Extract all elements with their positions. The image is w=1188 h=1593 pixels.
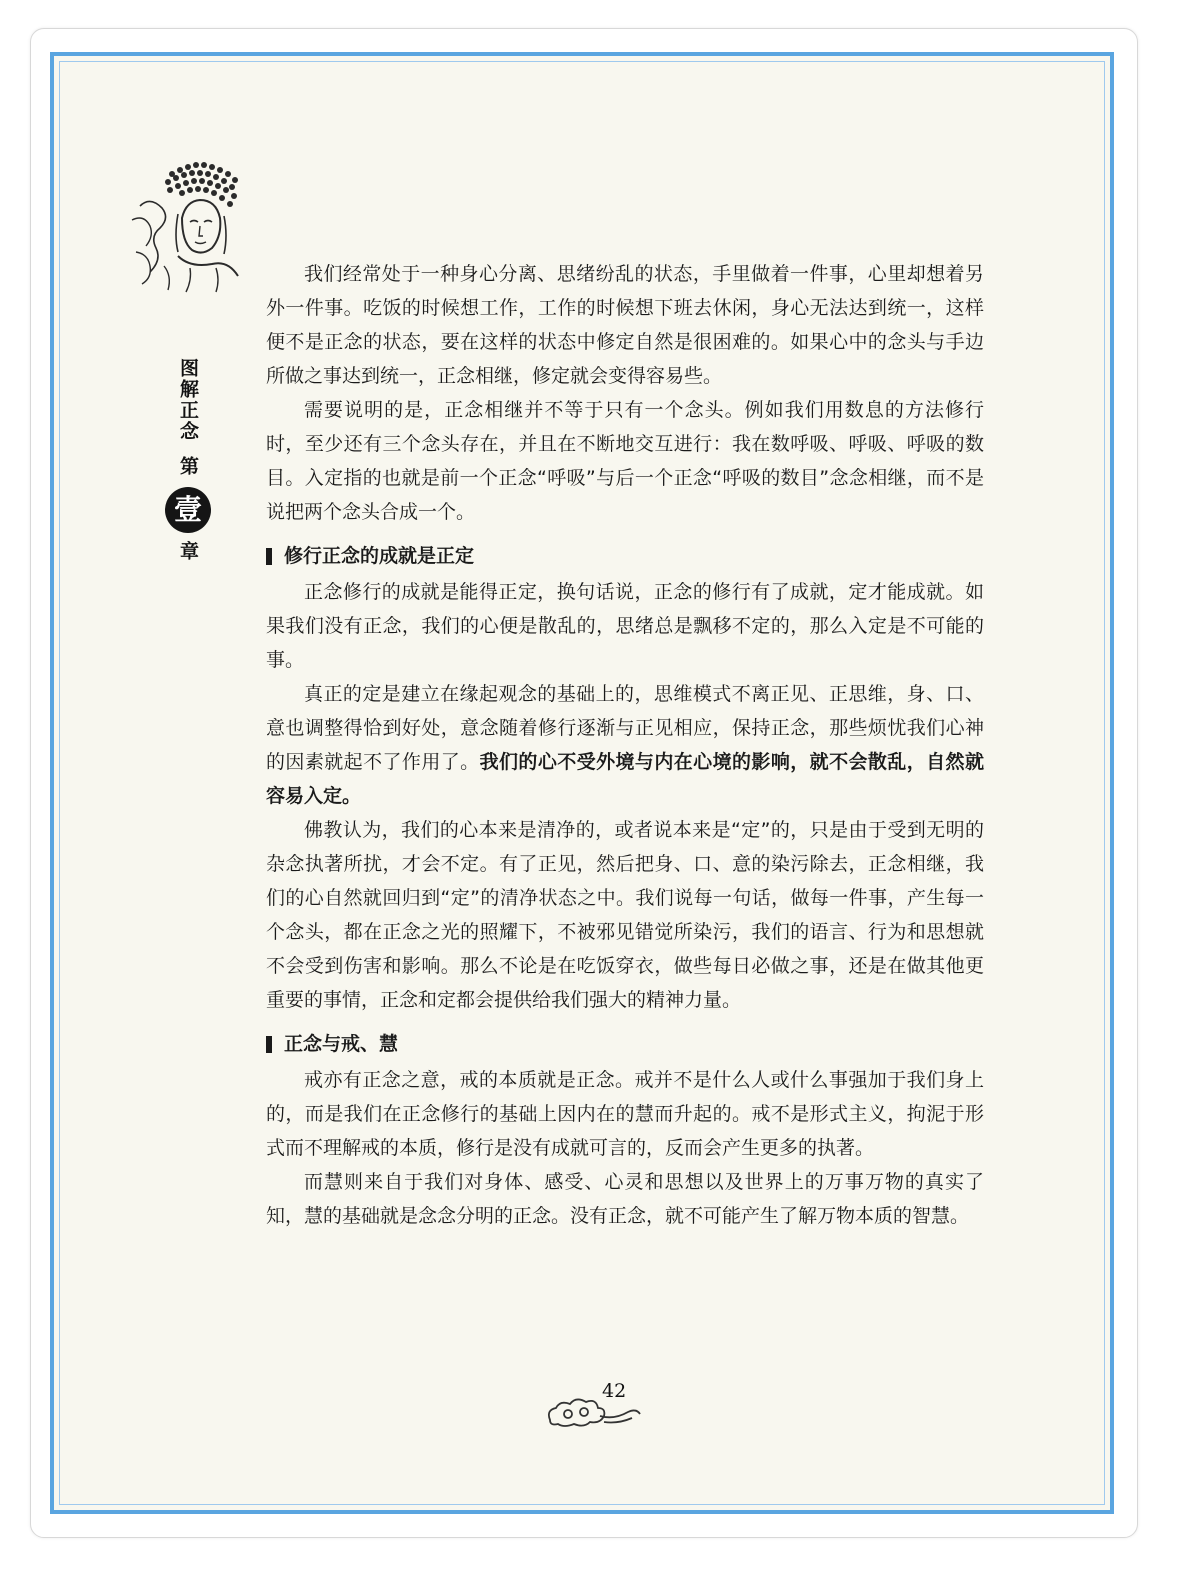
page-footer	[544, 1376, 654, 1436]
chapter-number-badge: 壹	[165, 487, 211, 533]
section-heading-text: 修行正念的成就是正定	[284, 545, 475, 567]
chapter-prefix: 第	[177, 456, 199, 477]
chapter-suffix: 章	[177, 541, 199, 562]
heading-marker	[266, 1036, 272, 1053]
book-page	[50, 52, 1114, 1514]
paragraph: 而慧则来自于我们对身体、感受、心灵和思想以及世界上的万事万物的真实了知，慧的基础就是念念分明的正念。没有正念，就不可能产生了解万物本质的智慧。	[266, 1171, 984, 1227]
section-heading-text: 正念与戒、慧	[284, 1033, 399, 1055]
heading-marker	[266, 548, 272, 565]
emphasis-text: 我们的心不受外境与内在心境的影响，就不会散乱，自然就容易入定。	[266, 751, 984, 807]
paragraph: 佛教认为，我们的心本来是清净的，或者说本来是“定”的，只是由于受到无明的杂念执著所扰，才会不定。有了正见，然后把身、口、意的染污除去，正念相继，我们的心自然就回归到“定”的清净状态之中。我们说每一句话，做每一件事，产生每一个念头，都在正念之光的照耀下，不被邪见错觉所染污，我们的语言、行为和思想就不会受到伤害和影响。那么不论是在吃饭穿衣，做些每日必做之事，还是在做其他更重要的事情，正念和定都会提供给我们强大的精神力量。	[266, 819, 984, 1011]
paragraph: 我们经常处于一种身心分离、思绪纷乱的状态，手里做着一件事，心里却想着另外一件事。吃饭的时候想工作，工作的时候想下班去休闲，身心无法达到统一，这样便不是正念的状态，要在这样的状态中修定自然是很困难的。如果心中的念头与手边所做之事达到统一，正念相继，修定就会变得容易些。	[266, 263, 984, 387]
cloud-ornament-icon	[544, 1394, 644, 1434]
paragraph: 戒亦有正念之意，戒的本质就是正念。戒并不是什么人或什么事强加于我们身上的，而是我们在正念修行的基础上因内在的慧而升起的。戒不是形式主义，拘泥于形式而不理解戒的本质，修行是没有成就可言的，反而会产生更多的执著。	[266, 1069, 984, 1159]
chapter-sidebar	[158, 358, 218, 562]
paragraph	[266, 677, 984, 813]
paragraph: 正念修行的成就是能得正定，换句话说，正念的修行有了成就，定才能成就。如果我们没有正念，我们的心便是散乱的，思绪总是飘移不定的，那么入定是不可能的事。	[266, 581, 984, 671]
book-title: 图解正念	[177, 358, 199, 442]
section-heading	[266, 539, 984, 573]
main-text	[266, 257, 984, 1233]
buddha-portrait-icon	[120, 156, 255, 296]
paragraph: 需要说明的是，正念相继并不等于只有一个念头。例如我们用数息的方法修行时，至少还有三个念头存在，并且在不断地交互进行：我在数呼吸、呼吸、呼吸的数目。入定指的也就是前一个正念“呼吸”与后一个正念“呼吸的数目”念念相继，而不是说把两个念头合成一个。	[266, 399, 984, 523]
section-heading	[266, 1027, 984, 1061]
page-number: 42	[602, 1380, 627, 1402]
paragraph-text: 真正的定是建立在缘起观念的基础上的，思维模式不离正见、正思维，身、口、意也调整得恰到好处，意念随着修行逐渐与正见相应，保持正念，那些烦忧我们心神的因素就起不了作用了。	[266, 683, 984, 773]
